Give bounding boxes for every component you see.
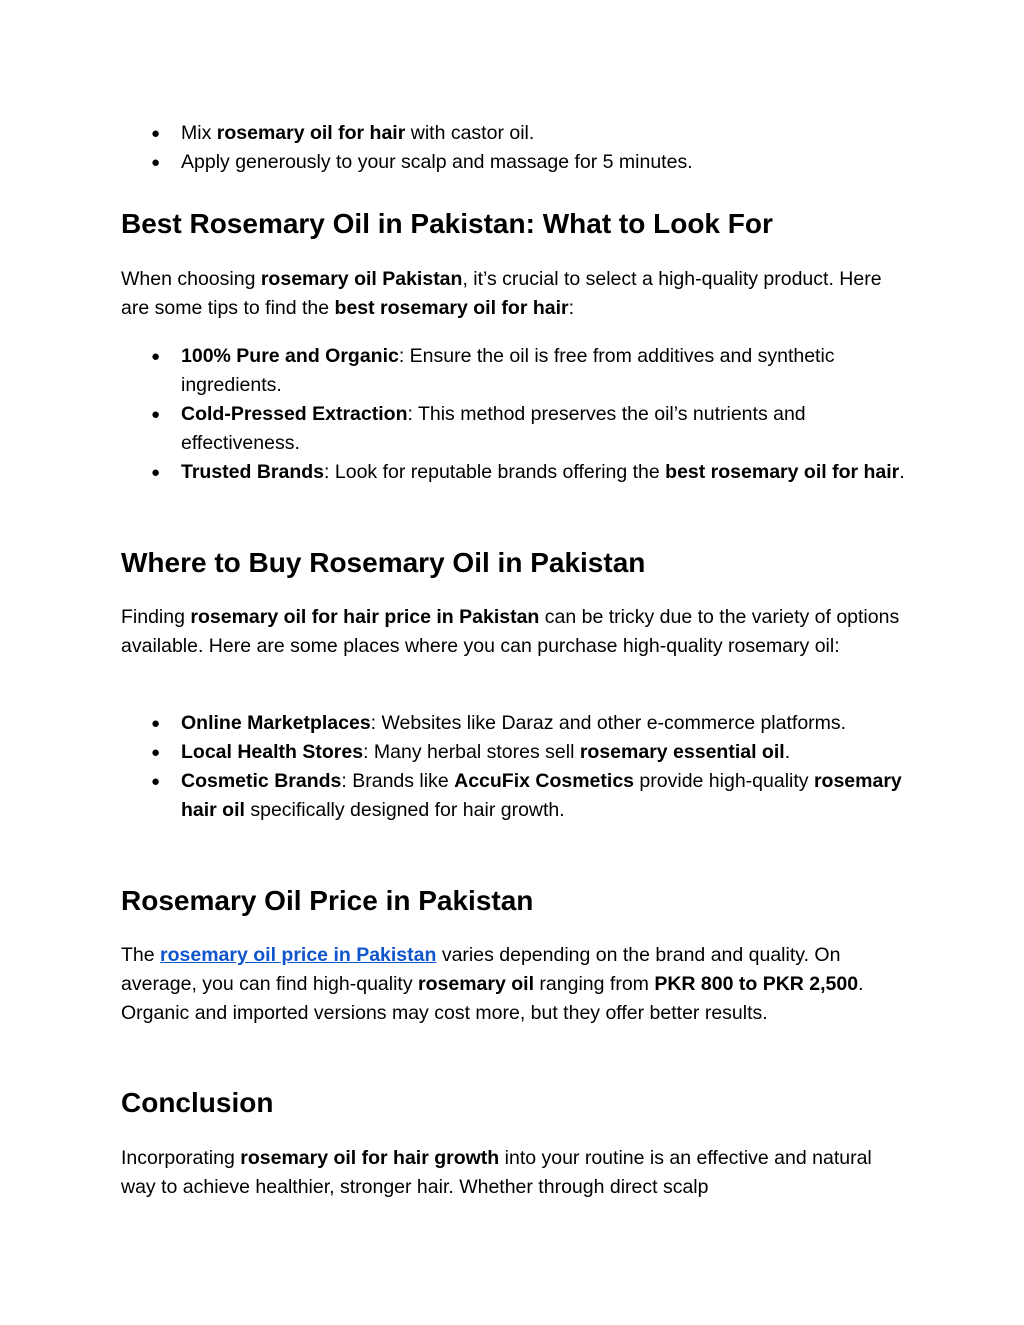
list-item: ● Trusted Brands: Look for reputable brands offering the best rosemary oil for hair. [121, 458, 911, 487]
section-heading: Rosemary Oil Price in Pakistan [121, 885, 534, 916]
bullet-icon: ● [151, 744, 161, 761]
paragraph: Incorporating rosemary oil for hair growth into your routine is an effective and natural way to achieve healthier, stronger hair. Whether through direct scalp [121, 1147, 872, 1198]
paragraph: Finding rosemary oil for hair price in Pakistan can be tricky due to the variety of options available. Here are some places where you can purchase high-quality rosemary oil: [121, 606, 900, 657]
tips-list [121, 342, 911, 487]
paragraph: When choosing rosemary oil Pakistan, it’s crucial to select a high-quality product. Here are some tips to find the best rosemary oil for hair: [121, 268, 882, 319]
section-heading: Where to Buy Rosemary Oil in Pakistan [121, 547, 646, 578]
places-list [121, 709, 911, 825]
bullet-icon: ● [151, 125, 161, 142]
paragraph: The rosemary oil price in Pakistan varies depending on the brand and quality. On average, you can find high-quality rosemary oil ranging from PKR 800 to PKR 2,500. Organic and imported versions may cost more, but they offer better results. [121, 944, 864, 1024]
list-item: ● Online Marketplaces: Websites like Daraz and other e-commerce platforms. [121, 709, 911, 738]
price-link[interactable]: rosemary oil price in Pakistan [160, 944, 437, 966]
bullet-icon: ● [151, 154, 161, 171]
section-heading: Best Rosemary Oil in Pakistan: What to Look For [121, 208, 773, 239]
bullet-icon: ● [151, 715, 161, 732]
bullet-icon: ● [151, 348, 161, 365]
list-item: ● Local Health Stores: Many herbal stores sell rosemary essential oil. [121, 738, 911, 767]
section-heading: Conclusion [121, 1087, 274, 1118]
list-item: ● Mix rosemary oil for hair with castor oil. [121, 119, 911, 148]
list-item: ● Cosmetic Brands: Brands like AccuFix Cosmetics provide high-quality rosemary hair oil specifically designed for hair growth. [121, 767, 911, 825]
bullet-icon: ● [151, 406, 161, 423]
intro-list [121, 119, 911, 177]
bullet-icon: ● [151, 773, 161, 790]
list-item: ● Cold-Pressed Extraction: This method preserves the oil’s nutrients and effectiveness. [121, 400, 911, 458]
list-item: ● 100% Pure and Organic: Ensure the oil is free from additives and synthetic ingredients. [121, 342, 911, 400]
bullet-icon: ● [151, 464, 161, 481]
list-item: ● Apply generously to your scalp and massage for 5 minutes. [121, 148, 911, 177]
